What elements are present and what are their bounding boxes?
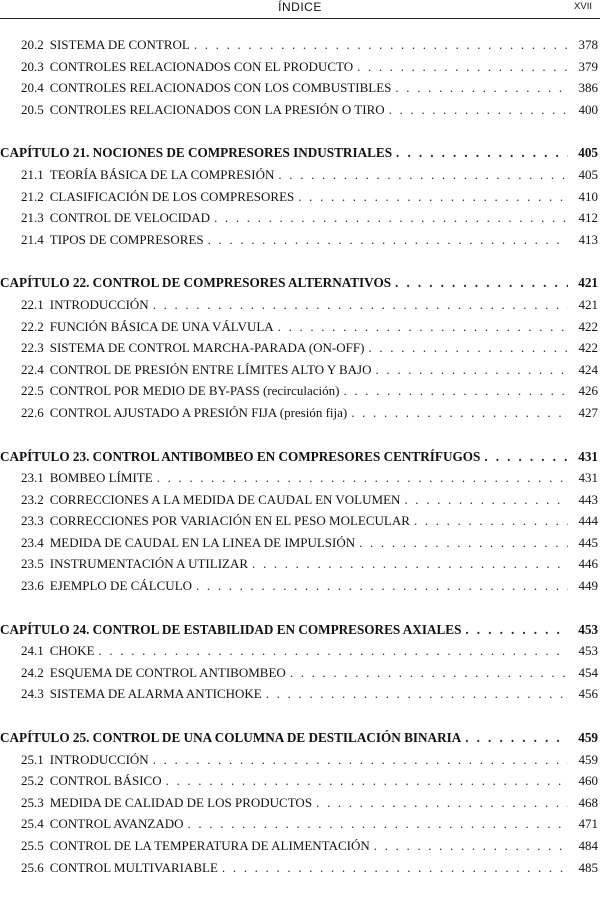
section-number: 23.2 xyxy=(21,491,44,507)
entry-label xyxy=(21,749,153,771)
section-number: 23.1 xyxy=(21,470,44,486)
entry-label xyxy=(21,575,196,597)
section-number: 22.3 xyxy=(21,340,44,356)
entry-label xyxy=(21,640,99,662)
section-title: TIPOS DE COMPRESORES xyxy=(49,231,204,247)
page-number: 405 xyxy=(578,166,598,182)
dot-leader xyxy=(222,857,568,879)
section-number: 20.3 xyxy=(21,58,44,74)
toc-entry[interactable] xyxy=(0,857,600,879)
page-number: 379 xyxy=(578,58,598,74)
toc-entry[interactable] xyxy=(0,337,600,359)
toc-chapter-block xyxy=(0,446,600,597)
section-number: 25.6 xyxy=(21,859,44,875)
entry-label xyxy=(21,164,278,186)
dot-leader xyxy=(166,770,568,792)
toc-entry[interactable] xyxy=(0,640,600,662)
entry-label xyxy=(21,553,252,575)
section-title: BOMBEO LÍMITE xyxy=(49,470,153,486)
toc-entry[interactable] xyxy=(0,835,600,857)
page-number: 443 xyxy=(578,491,598,507)
dot-leader xyxy=(396,142,568,164)
toc-entry[interactable] xyxy=(0,186,600,208)
section-title: CLASIFICACIÓN DE LOS COMPRESORES xyxy=(49,188,295,204)
toc-entry[interactable] xyxy=(0,380,600,402)
section-title: CONTROLES RELACIONADOS CON LA PRESIÓN O TIRO xyxy=(49,101,385,117)
toc-chapter-block xyxy=(0,619,600,705)
dot-leader xyxy=(395,77,568,99)
toc-entry[interactable] xyxy=(0,294,600,316)
entry-label xyxy=(21,835,374,857)
section-number: 24.3 xyxy=(21,686,44,702)
table-of-contents xyxy=(0,34,600,900)
page-number: 422 xyxy=(578,318,598,334)
toc-chapter-block xyxy=(0,34,600,120)
dot-leader xyxy=(389,99,568,121)
section-title: SISTEMA DE CONTROL MARCHA-PARADA (ON-OFF) xyxy=(49,340,365,356)
page-number: 421 xyxy=(578,296,598,312)
page-number: 460 xyxy=(578,773,598,789)
page-number: 400 xyxy=(578,101,598,117)
section-number: 21.1 xyxy=(21,166,44,182)
page-number: 454 xyxy=(578,664,598,680)
section-title: CONTROLES RELACIONADOS CON LOS COMBUSTIBLES xyxy=(49,80,392,96)
dot-leader xyxy=(208,229,568,251)
page-number: 412 xyxy=(578,210,598,226)
running-header xyxy=(0,0,600,19)
section-title: TEORÍA BÁSICA DE LA COMPRESIÓN xyxy=(49,166,275,182)
dot-leader xyxy=(99,640,568,662)
chapter-title: CAPÍTULO 21. NOCIONES DE COMPRESORES INDUSTRIALES xyxy=(0,145,393,161)
running-title: ÍNDICE xyxy=(278,0,322,14)
section-number: 25.1 xyxy=(21,751,44,767)
toc-entry[interactable] xyxy=(0,813,600,835)
section-number: 22.2 xyxy=(21,318,44,334)
dot-leader xyxy=(278,164,568,186)
section-title: CONTROL DE PRESIÓN ENTRE LÍMITES ALTO Y BAJO xyxy=(49,361,372,377)
toc-chapter-block xyxy=(0,142,600,250)
section-number: 22.5 xyxy=(21,383,44,399)
chapter-heading[interactable] xyxy=(0,142,600,164)
dot-leader xyxy=(290,662,568,684)
section-title: INTRODUCCIÓN xyxy=(49,751,149,767)
toc-entry[interactable] xyxy=(0,402,600,424)
dot-leader xyxy=(153,294,568,316)
entry-label xyxy=(21,186,298,208)
section-number: 23.5 xyxy=(21,556,44,572)
toc-entry[interactable] xyxy=(0,359,600,381)
chapter-heading[interactable] xyxy=(0,446,600,468)
toc-chapter-block xyxy=(0,272,600,423)
section-title: CONTROL DE VELOCIDAD xyxy=(49,210,211,226)
section-number: 22.1 xyxy=(21,296,44,312)
chapter-heading[interactable] xyxy=(0,727,600,749)
chapter-page-number: 405 xyxy=(578,145,598,161)
page-number: 444 xyxy=(578,513,598,529)
chapter-page-number: 453 xyxy=(578,621,598,637)
toc-entry[interactable] xyxy=(0,510,600,532)
page-number: 453 xyxy=(578,643,598,659)
entry-label xyxy=(21,337,368,359)
chapter-page-number: 431 xyxy=(578,448,598,464)
section-title: MEDIDA DE CAUDAL EN LA LINEA DE IMPULSIÓN xyxy=(49,534,356,550)
chapter-title: CAPÍTULO 24. CONTROL DE ESTABILIDAD EN COMPRESORES AXIALES xyxy=(0,621,462,637)
toc-entry[interactable] xyxy=(0,77,600,99)
section-number: 25.5 xyxy=(21,838,44,853)
toc-entry[interactable] xyxy=(0,792,600,814)
page-number: 426 xyxy=(578,383,598,399)
dot-leader xyxy=(214,207,568,229)
toc-entry[interactable] xyxy=(0,532,600,554)
page-number: 446 xyxy=(578,556,598,572)
dot-leader xyxy=(359,532,568,554)
entry-label xyxy=(21,207,214,229)
entry-label xyxy=(21,402,351,424)
toc-entry[interactable] xyxy=(0,575,600,597)
page-number: 468 xyxy=(578,794,598,810)
section-title: CONTROL POR MEDIO DE BY-PASS (recirculación) xyxy=(49,383,340,399)
toc-entry[interactable] xyxy=(0,662,600,684)
dot-leader xyxy=(465,727,568,749)
page-number: 410 xyxy=(578,188,598,204)
section-title: SISTEMA DE CONTROL xyxy=(49,37,190,52)
section-title: CORRECCIONES POR VARIACIÓN EN EL PESO MOLECULAR xyxy=(49,513,410,529)
page-number: 424 xyxy=(578,361,598,377)
section-title: CHOKE xyxy=(49,643,95,659)
chapter-heading[interactable] xyxy=(0,619,600,641)
toc-entry[interactable] xyxy=(0,683,600,705)
section-title: ESQUEMA DE CONTROL ANTIBOMBEO xyxy=(49,664,286,680)
page-number: 445 xyxy=(578,534,598,550)
page-number: 431 xyxy=(578,470,598,486)
entry-label xyxy=(21,77,395,99)
toc-entry[interactable] xyxy=(0,34,600,56)
entry-label xyxy=(21,359,376,381)
section-number: 24.2 xyxy=(21,664,44,680)
toc-entry[interactable] xyxy=(0,164,600,186)
dot-leader xyxy=(153,749,568,771)
dot-leader xyxy=(188,813,569,835)
section-number: 20.2 xyxy=(21,37,44,52)
section-number: 23.3 xyxy=(21,513,44,529)
page-number: 413 xyxy=(578,231,598,247)
dot-leader xyxy=(395,272,568,294)
toc-entry[interactable] xyxy=(0,207,600,229)
section-title: CORRECCIONES A LA MEDIDA DE CAUDAL EN VOLUMEN xyxy=(49,491,401,507)
page-number: 378 xyxy=(578,37,598,52)
entry-label xyxy=(21,467,157,489)
section-title: CONTROL MULTIVARIABLE xyxy=(49,859,218,875)
chapter-page-number: 421 xyxy=(578,275,598,291)
dot-leader xyxy=(266,683,568,705)
section-number: 24.1 xyxy=(21,643,44,659)
toc-entry[interactable] xyxy=(0,749,600,771)
page-number: 485 xyxy=(578,859,598,875)
entry-label xyxy=(21,532,359,554)
chapter-heading[interactable] xyxy=(0,272,600,294)
entry-label xyxy=(21,56,357,78)
section-number: 21.3 xyxy=(21,210,44,226)
section-number: 25.4 xyxy=(21,816,44,832)
entry-label xyxy=(21,770,166,792)
dot-leader xyxy=(157,467,568,489)
entry-label xyxy=(21,489,404,511)
page-number: 422 xyxy=(578,340,598,356)
entry-label xyxy=(21,380,343,402)
section-number: 21.2 xyxy=(21,188,44,204)
section-title: INTRODUCCIÓN xyxy=(49,296,149,312)
page-number: 471 xyxy=(578,816,598,832)
entry-label xyxy=(21,294,153,316)
section-number: 20.4 xyxy=(21,80,44,96)
dot-leader xyxy=(298,186,568,208)
page-number: 386 xyxy=(578,80,598,96)
dot-leader xyxy=(484,446,568,468)
entry-label xyxy=(21,662,290,684)
dot-leader xyxy=(252,553,568,575)
toc-entry[interactable] xyxy=(0,553,600,575)
section-title: CONTROL BÁSICO xyxy=(49,773,162,789)
dot-leader xyxy=(357,56,568,78)
chapter-page-number: 459 xyxy=(578,730,598,746)
section-number: 25.3 xyxy=(21,794,44,810)
section-number: 25.2 xyxy=(21,773,44,789)
entry-label xyxy=(21,792,316,814)
section-title: CONTROL AJUSTADO A PRESIÓN FIJA (presión fija) xyxy=(49,404,348,420)
dot-leader xyxy=(465,619,568,641)
entry-label xyxy=(21,813,188,835)
chapter-title: CAPÍTULO 25. CONTROL DE UNA COLUMNA DE DESTILACIÓN BINARIA xyxy=(0,730,462,746)
section-title: CONTROL DE LA TEMPERATURA DE ALIMENTACIÓN xyxy=(49,838,370,853)
toc-entry[interactable] xyxy=(0,99,600,121)
chapter-title: CAPÍTULO 23. CONTROL ANTIBOMBEO EN COMPRESORES CENTRÍFUGOS xyxy=(0,448,481,464)
entry-label xyxy=(21,683,266,705)
dot-leader xyxy=(376,359,568,381)
section-number: 23.6 xyxy=(21,578,44,594)
page-number: 459 xyxy=(578,751,598,767)
dot-leader xyxy=(343,380,568,402)
dot-leader xyxy=(316,792,568,814)
dot-leader xyxy=(196,575,568,597)
section-number: 22.4 xyxy=(21,361,44,377)
section-title: MEDIDA DE CALIDAD DE LOS PRODUCTOS xyxy=(49,794,313,810)
section-number: 21.4 xyxy=(21,231,44,247)
toc-chapter-block xyxy=(0,727,600,878)
dot-leader xyxy=(368,337,568,359)
section-title: CONTROLES RELACIONADOS CON EL PRODUCTO xyxy=(49,58,354,74)
page-number: 484 xyxy=(578,838,598,853)
toc-entry[interactable] xyxy=(0,489,600,511)
section-title: SISTEMA DE ALARMA ANTICHOKE xyxy=(49,686,262,702)
entry-label xyxy=(21,229,208,251)
dot-leader xyxy=(351,402,568,424)
toc-entry[interactable] xyxy=(0,316,600,338)
dot-leader xyxy=(278,316,568,338)
page-number: 427 xyxy=(578,404,598,420)
entry-label xyxy=(21,857,222,879)
section-title: EJEMPLO DE CÁLCULO xyxy=(49,578,193,594)
section-title: CONTROL AVANZADO xyxy=(49,816,184,832)
toc-entry[interactable] xyxy=(0,56,600,78)
entry-label xyxy=(21,34,194,56)
entry-label xyxy=(21,316,278,338)
dot-leader xyxy=(374,835,568,857)
section-title: FUNCIÓN BÁSICA DE UNA VÁLVULA xyxy=(49,318,274,334)
section-number: 20.5 xyxy=(21,101,44,117)
toc-entry[interactable] xyxy=(0,229,600,251)
section-title: INSTRUMENTACIÓN A UTILIZAR xyxy=(49,556,249,572)
dot-leader xyxy=(404,489,568,511)
dot-leader xyxy=(414,510,568,532)
chapter-title: CAPÍTULO 22. CONTROL DE COMPRESORES ALTERNATIVOS xyxy=(0,275,392,291)
dot-leader xyxy=(194,34,568,56)
entry-label xyxy=(21,510,414,532)
entry-label xyxy=(21,99,389,121)
section-number: 22.6 xyxy=(21,404,44,420)
toc-entry[interactable] xyxy=(0,467,600,489)
page-number: 449 xyxy=(578,578,598,594)
page-folio: XVII xyxy=(574,1,592,12)
toc-entry[interactable] xyxy=(0,770,600,792)
section-number: 23.4 xyxy=(21,534,44,550)
page-number: 456 xyxy=(578,686,598,702)
